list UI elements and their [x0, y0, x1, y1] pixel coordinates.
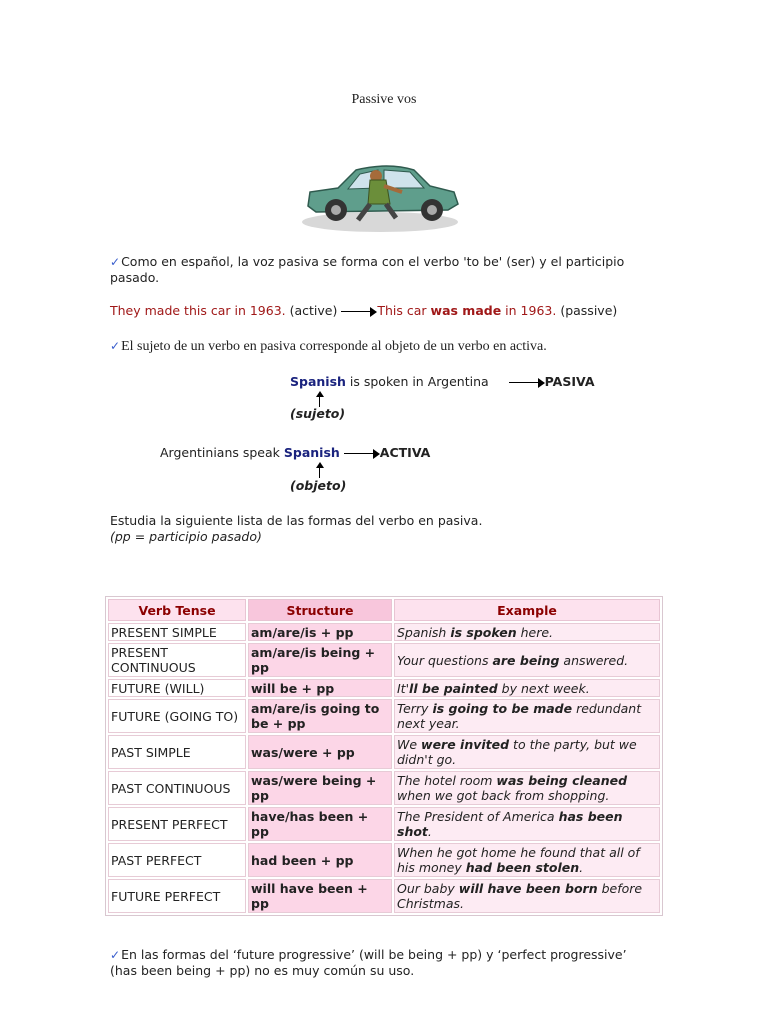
table-row [108, 843, 660, 877]
right-arrow-icon [344, 449, 380, 459]
example-text: answered. [559, 652, 629, 668]
column-header: Verb Tense [108, 599, 246, 621]
active-passive-example: They made this car in 1963. (active) This car was made in 1963. (passive) [110, 303, 618, 318]
example-text: Our baby [397, 881, 459, 896]
verb-tense-cell: PRESENT PERFECT [108, 807, 246, 841]
up-arrow-icon [316, 462, 324, 478]
example-text: The President of America [397, 809, 559, 824]
example-cell [394, 623, 660, 641]
verb-tense-cell: PAST PERFECT [108, 843, 246, 877]
example-passive-verb: is going to be made [432, 701, 573, 716]
column-header: Structure [248, 599, 392, 621]
table-header-row [108, 599, 660, 621]
activa-sentence: Argentinians speak Spanish ACTIVA [160, 445, 431, 460]
structure-cell: am/are/is being + pp [248, 643, 392, 677]
example-text: to the party, but we didn't go. [397, 737, 637, 767]
example-text: . [427, 824, 432, 839]
rule-3: ✓En las formas del ‘future progressive’ (will be being + pp) y ‘perfect progressive’ (has been being + pp) no es muy común su uso. [110, 947, 627, 978]
example-text: redundant next year. [397, 701, 642, 731]
structure-cell: will have been + pp [248, 879, 392, 913]
example-cell [394, 807, 660, 841]
rule-1: ✓Como en español, la voz pasiva se forma con el verbo 'to be' (ser) y el participio pasado. [110, 254, 625, 285]
structure-cell: had been + pp [248, 843, 392, 877]
rule-2: ✓El sujeto de un verbo en pasiva corresponde al objeto de un verbo en activa. [110, 339, 547, 354]
example-passive-verb: is spoken [450, 624, 517, 640]
verb-tense-cell: PRESENT CONTINUOUS [108, 643, 246, 677]
structure-cell: was/were being + pp [248, 771, 392, 805]
checkmark-icon: ✓ [110, 948, 121, 962]
table-row [108, 699, 660, 733]
checkmark-icon: ✓ [110, 255, 121, 269]
table-row [108, 643, 660, 677]
example-passive-verb: ll be painted [409, 680, 498, 696]
example-text: when we got back from shopping. [397, 788, 610, 803]
verb-tense-table [105, 596, 663, 916]
verb-tense-cell: PAST SIMPLE [108, 735, 246, 769]
example-cell [394, 735, 660, 769]
verb-tense-cell: PRESENT SIMPLE [108, 623, 246, 641]
example-cell [394, 699, 660, 733]
page-title: Passive vos [351, 92, 417, 107]
example-passive-verb: has been shot [397, 809, 623, 839]
example-passive-verb: will have been born [458, 881, 598, 896]
table-row [108, 679, 660, 697]
column-header: Example [394, 599, 660, 621]
example-text: by next week. [497, 680, 590, 696]
verb-tense-cell: FUTURE (GOING TO) [108, 699, 246, 733]
table-row [108, 879, 660, 913]
up-arrow-icon [316, 391, 324, 407]
checkmark-icon: ✓ [110, 339, 121, 353]
example-text: When he got home he found that all of his money [397, 845, 640, 875]
structure-cell: have/has been + pp [248, 807, 392, 841]
example-passive-verb: were invited [421, 737, 510, 752]
pasiva-sentence: Spanish is spoken in Argentina PASIVA [290, 374, 595, 389]
objeto-label: (objeto) [290, 478, 347, 493]
structure-cell: am/are/is + pp [248, 623, 392, 641]
table-row [108, 623, 660, 641]
example-text: . [579, 860, 584, 875]
structure-cell: am/are/is going to be + pp [248, 699, 392, 733]
right-arrow-icon [509, 378, 545, 388]
table-row [108, 807, 660, 841]
example-cell [394, 643, 660, 677]
study-note: Estudia la siguiente lista de las formas del verbo en pasiva. (pp = participio pasado) [110, 513, 483, 544]
structure-cell: was/were + pp [248, 735, 392, 769]
example-text: Terry [397, 701, 433, 716]
structure-cell: will be + pp [248, 679, 392, 697]
example-text: We [397, 737, 422, 752]
verb-tense-cell: FUTURE PERFECT [108, 879, 246, 913]
example-text: here. [516, 624, 554, 640]
example-text: Spanish [397, 624, 451, 640]
example-text: It' [397, 680, 410, 696]
example-cell [394, 679, 660, 697]
table-row [108, 771, 660, 805]
example-passive-verb: are being [492, 652, 560, 668]
example-text: before Christmas. [397, 881, 643, 911]
car-with-man-illustration [298, 158, 466, 238]
example-text: The hotel room [397, 773, 497, 788]
example-cell [394, 843, 660, 877]
table-row [108, 735, 660, 769]
sujeto-label: (sujeto) [290, 406, 346, 421]
right-arrow-icon [341, 307, 377, 317]
example-cell [394, 771, 660, 805]
example-passive-verb: had been stolen [465, 860, 580, 875]
example-cell [394, 879, 660, 913]
example-text: Your questions [397, 652, 493, 668]
verb-tense-cell: FUTURE (WILL) [108, 679, 246, 697]
verb-tense-cell: PAST CONTINUOUS [108, 771, 246, 805]
example-passive-verb: was being cleaned [496, 773, 628, 788]
